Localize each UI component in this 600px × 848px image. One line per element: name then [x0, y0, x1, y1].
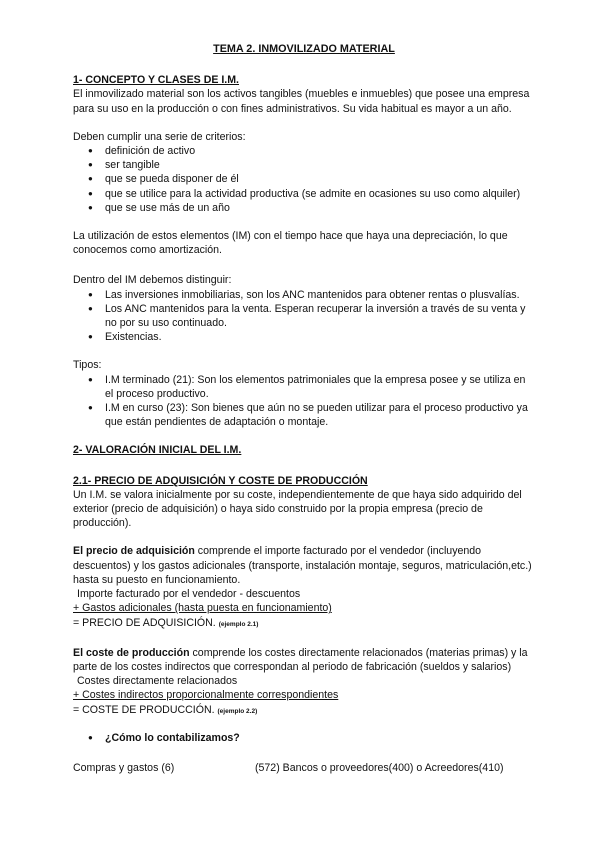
section-1-heading: 1- CONCEPTO Y CLASES DE I.M. [73, 74, 240, 87]
acquisition-text: comprende el importe facturado por el vendedor (incluyendo descuentos) y los gastos adicionales (transporte, instalación montaje, seguros, matriculación,etc.) hasta su puesto en funcionamiento. [73, 545, 532, 586]
document-title: TEMA 2. INMOVILIZADO MATERIAL [213, 43, 395, 55]
list-item: ● definición de activo [73, 144, 535, 158]
acq-formula-line-3 [73, 616, 535, 632]
list-item: ● Las inversiones inmobiliarias, son los ANC mantenidos para obtener rentas o plusvalías. [73, 288, 535, 302]
list-item: ● que se utilice para la actividad productiva (se admite en ocasiones su uso como alquiler) [73, 187, 535, 201]
production-formula [73, 674, 535, 719]
distinguish-list [73, 288, 535, 345]
distinguish-lead: Dentro del IM debemos distinguir: [73, 274, 232, 287]
acq-formula-line-2: + Gastos adicionales (hasta puesta en funcionamiento) [73, 602, 332, 615]
section-2-1-heading: 2.1- PRECIO DE ADQUISICIÓN Y COSTE DE PRODUCCIÓN [73, 474, 368, 487]
list-item: ● que se use más de un año [73, 201, 535, 215]
accounting-question: ● ¿Cómo lo contabilizamos? [73, 731, 535, 745]
criteria-lead: Deben cumplir una serie de criterios: [73, 130, 246, 143]
types-list [73, 373, 535, 430]
list-item: ● que se pueda disponer de él [73, 172, 535, 186]
prod-formula-line-3 [73, 703, 535, 719]
entry-credit: (572) Bancos o proveedores(400) o Acreedores(410) [255, 761, 504, 774]
list-item: ● Existencias. [73, 330, 535, 344]
acquisition-paragraph [73, 544, 535, 587]
criteria-list [73, 144, 535, 215]
acq-formula-line-1: Importe facturado por el vendedor - descuentos [77, 588, 301, 601]
acq-formula-result: = PRECIO DE ADQUISICIÓN. [73, 616, 216, 629]
acq-example-note: (ejemplo 2.1) [218, 620, 259, 628]
section-1-intro: El inmovilizado material son los activos tangibles (muebles e inmuebles) que posee una empresa para su uso en la producción o con fines administrativos. Su vida habitual es mayor a un año. [73, 88, 530, 115]
document-body [73, 42, 535, 775]
prod-formula-result: = COSTE DE PRODUCCIÓN. [73, 703, 215, 716]
list-item: ● I.M terminado (21): Son los elementos patrimoniales que la empresa posee y se utiliza en el proceso productivo. [73, 373, 535, 401]
depreciation-paragraph: La utilización de estos elementos (IM) con el tiempo hace que haya una depreciación, lo que conocemos como amortización. [73, 230, 508, 257]
prod-formula-line-1: Costes directamente relacionados [77, 675, 238, 688]
production-term: El coste de producción [73, 646, 190, 659]
prod-example-note: (ejemplo 2.2) [217, 707, 258, 715]
journal-entry-row [73, 761, 535, 775]
section-2-heading: 2- VALORACIÓN INICIAL DEL I.M. [73, 444, 242, 457]
acquisition-formula [73, 587, 535, 632]
acquisition-term: El precio de adquisición [73, 545, 195, 558]
section-2-intro: Un I.M. se valora inicialmente por su coste, independientemente de que haya sido adquirido del exterior (precio de adquisición) o haya sido construido por la propia empresa (precio de producción). [73, 488, 522, 530]
production-paragraph [73, 646, 535, 674]
list-item: ● ser tangible [73, 158, 535, 172]
list-item: ● Los ANC mantenidos para la venta. Esperan recuperar la inversión a través de su venta y no por su uso continuado. [73, 302, 535, 330]
entry-debit: Compras y gastos (6) [73, 761, 175, 774]
production-text: comprende los costes directamente relacionados (materias primas) y la parte de los costes indirectos que correspondan al periodo de fabricación (sueldos y salarios) [73, 646, 528, 673]
prod-formula-line-2: + Costes indirectos proporcionalmente correspondientes [73, 689, 339, 702]
list-item: ● I.M en curso (23): Son bienes que aún no se pueden utilizar para el proceso productivo ya que están pendientes de adaptación o montaje. [73, 401, 535, 429]
types-lead: Tipos: [73, 359, 102, 372]
